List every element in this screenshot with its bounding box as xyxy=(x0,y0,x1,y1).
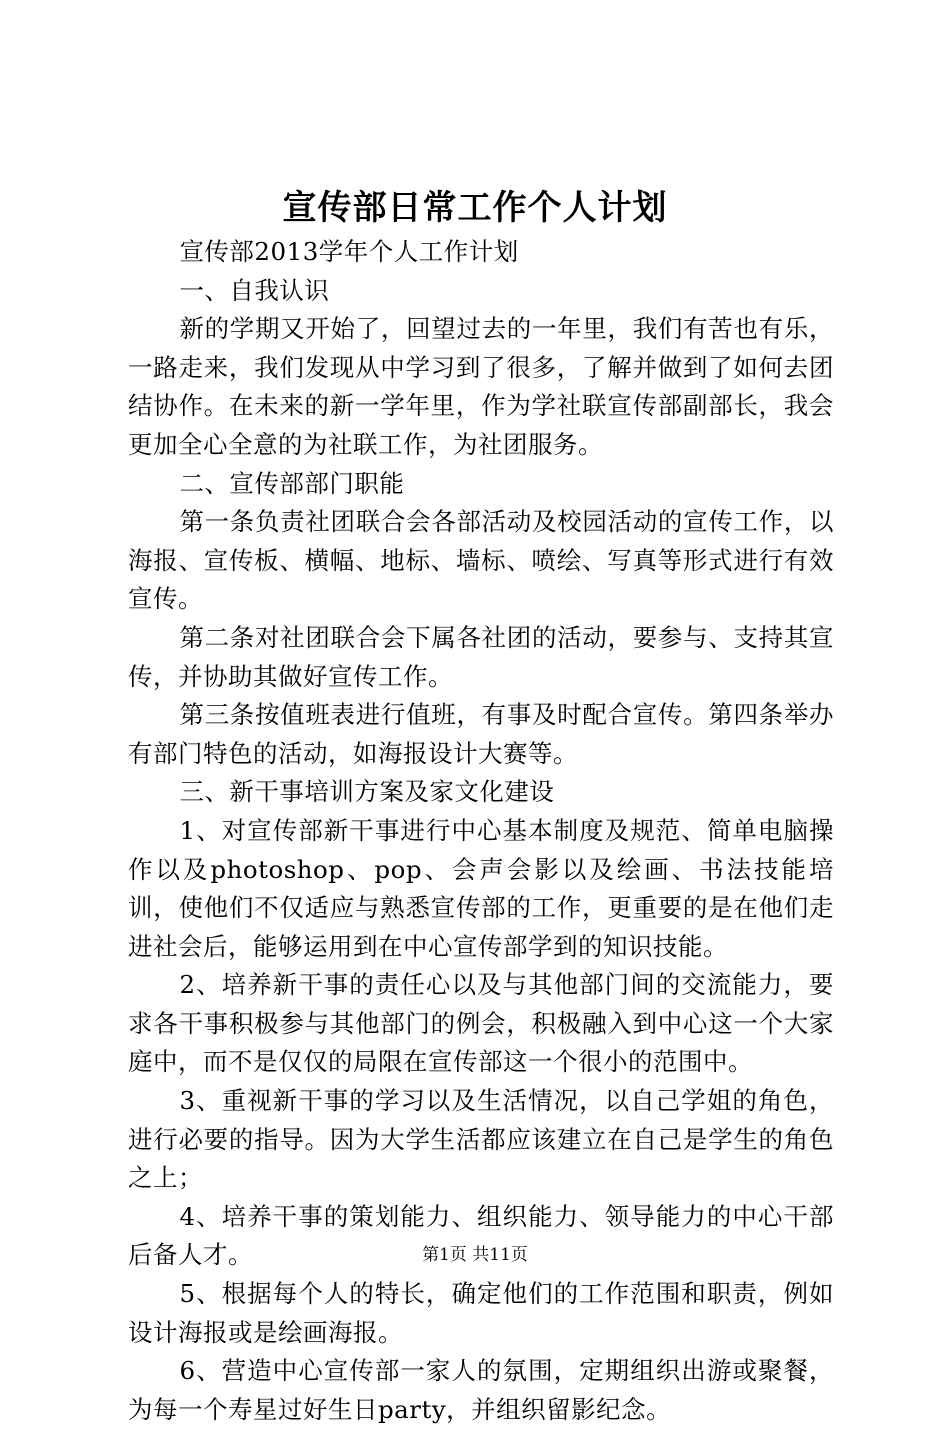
page-footer: 第1页 共11页 xyxy=(422,1245,528,1265)
paragraph-subtitle: 宣传部2013学年个人工作计划 xyxy=(179,237,519,266)
paragraph-article-3-4: 第三条按值班表进行值班，有事及时配合宣传。第四条举办有部门特色的活动，如海报设计大赛等。 xyxy=(128,700,834,768)
paragraph-self-awareness: 新的学期又开始了，回望过去的一年里，我们有苦也有乐，一路走来，我们发现从中学习到了很多，了解并做到了如何去团结协作。在未来的新一学年里，作为学社联宣传部副部长，我会更加全心全意的为社联工作，为社团服务。 xyxy=(128,314,834,459)
paragraph-item-6: 6、营造中心宣传部一家人的氛围，定期组织出游或聚餐，为每一个寿星过好生日party，并组织留影纪念。 xyxy=(128,1356,834,1424)
paragraph-item-1: 1、对宣传部新干事进行中心基本制度及规范、简单电脑操作以及photoshop、pop、会声会影以及绘画、书法技能培训，使他们不仅适应与熟悉宣传部的工作，更重要的是在他们走进社会后，能够运用到在中心宣传部学到的知识技能。 xyxy=(128,815,834,961)
paragraph-item-4: 4、培养干事的策划能力、组织能力、领导能力的中心干部后备人才。 xyxy=(128,1201,834,1270)
paragraph-article-2: 第二条对社团联合会下属各社团的活动，要参与、支持其宣传，并协助其做好宣传工作。 xyxy=(128,622,834,691)
paragraph-item-2: 2、培养新干事的责任心以及与其他部门间的交流能力，要求各干事积极参与其他部门的例会，积极融入到中心这一个大家庭中，而不是仅仅的局限在宣传部这一个很小的范围中。 xyxy=(128,970,834,1077)
section-heading-self-awareness: 一、自我认识 xyxy=(179,275,330,305)
paragraph-item-3: 3、重视新干事的学习以及生活情况，以自己学姐的角色，进行必要的指导。因为大学生活都应该建立在自己是学生的角色之上； xyxy=(128,1086,834,1193)
section-heading-training-plan: 三、新干事培训方案及家文化建设 xyxy=(179,777,555,807)
paragraph-article-1: 第一条负责社团联合会各部活动及校园活动的宣传工作，以海报、宣传板、横幅、地标、墙标、喷绘、写真等形式进行有效宣传。 xyxy=(128,507,834,614)
section-heading-department-functions: 二、宣传部部门职能 xyxy=(179,468,405,498)
document-title: 宣传部日常工作个人计划 xyxy=(282,188,668,228)
paragraph-item-5: 5、根据每个人的特长，确定他们的工作范围和职责，例如设计海报或是绘画海报。 xyxy=(128,1279,834,1347)
